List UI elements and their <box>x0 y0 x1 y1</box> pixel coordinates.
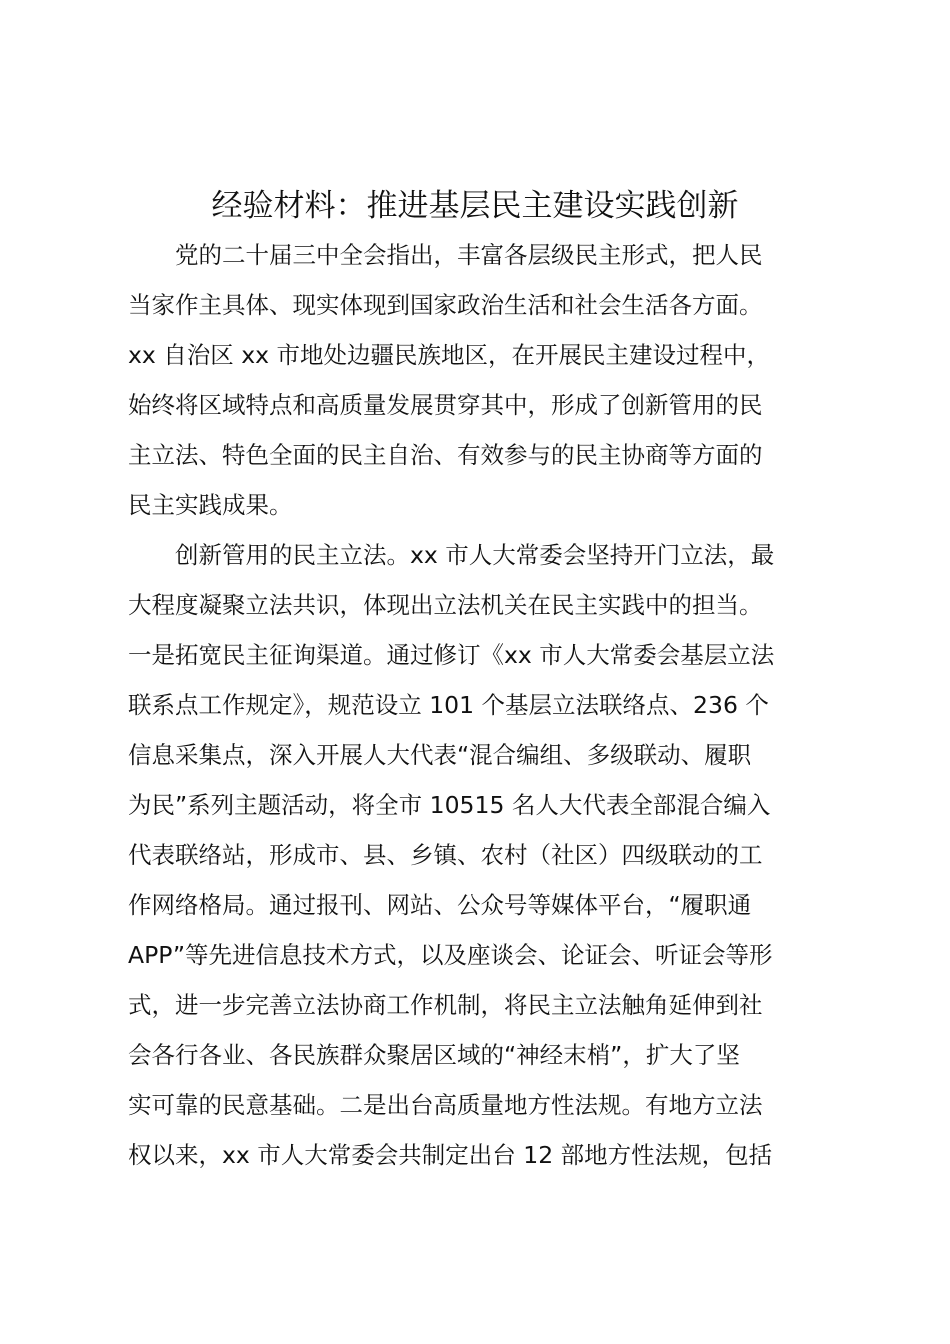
body-line: 主立法、特色全面的民主自治、有效参与的民主协商等方面的 <box>128 441 763 469</box>
body-line: 一是拓宽民主征询渠道。通过修订《xx 市人大常委会基层立法 <box>128 641 775 669</box>
document-body <box>128 230 848 1180</box>
body-line: 联系点工作规定》，规范设立 101 个基层立法联络点、236 个 <box>128 691 769 719</box>
body-line: 式，进一步完善立法协商工作机制，将民主立法触角延伸到社 <box>128 991 763 1019</box>
body-line: 权以来，xx 市人大常委会共制定出台 12 部地方性法规，包括 <box>128 1141 773 1169</box>
body-line: 代表联络站，形成市、县、乡镇、农村（社区）四级联动的工 <box>128 841 763 869</box>
body-line: xx 自治区 xx 市地处边疆民族地区，在开展民主建设过程中， <box>128 341 771 369</box>
body-line: 当家作主具体、现实体现到国家政治生活和社会生活各方面。 <box>128 291 763 319</box>
body-line: APP”等先进信息技术方式，以及座谈会、论证会、听证会等形 <box>128 941 773 969</box>
body-line: 创新管用的民主立法。xx 市人大常委会坚持开门立法，最 <box>175 541 775 569</box>
body-line: 党的二十届三中全会指出，丰富各层级民主形式，把人民 <box>175 241 763 269</box>
body-line: 始终将区域特点和高质量发展贯穿其中，形成了创新管用的民 <box>128 391 763 419</box>
body-line: 信息采集点，深入开展人大代表“混合编组、多级联动、履职 <box>128 741 752 769</box>
body-line: 民主实践成果。 <box>128 491 293 519</box>
body-line: 为民”系列主题活动，将全市 10515 名人大代表全部混合编入 <box>128 791 771 819</box>
document-title: 经验材料：推进基层民主建设实践创新 <box>211 188 739 224</box>
body-line: 会各行各业、各民族群众聚居区域的“神经末梢”，扩大了坚 <box>128 1041 740 1069</box>
body-line: 作网络格局。通过报刊、网站、公众号等媒体平台，“履职通 <box>128 891 752 919</box>
body-line: 大程度凝聚立法共识，体现出立法机关在民主实践中的担当。 <box>128 591 763 619</box>
body-line: 实可靠的民意基础。二是出台高质量地方性法规。有地方立法 <box>128 1091 763 1119</box>
